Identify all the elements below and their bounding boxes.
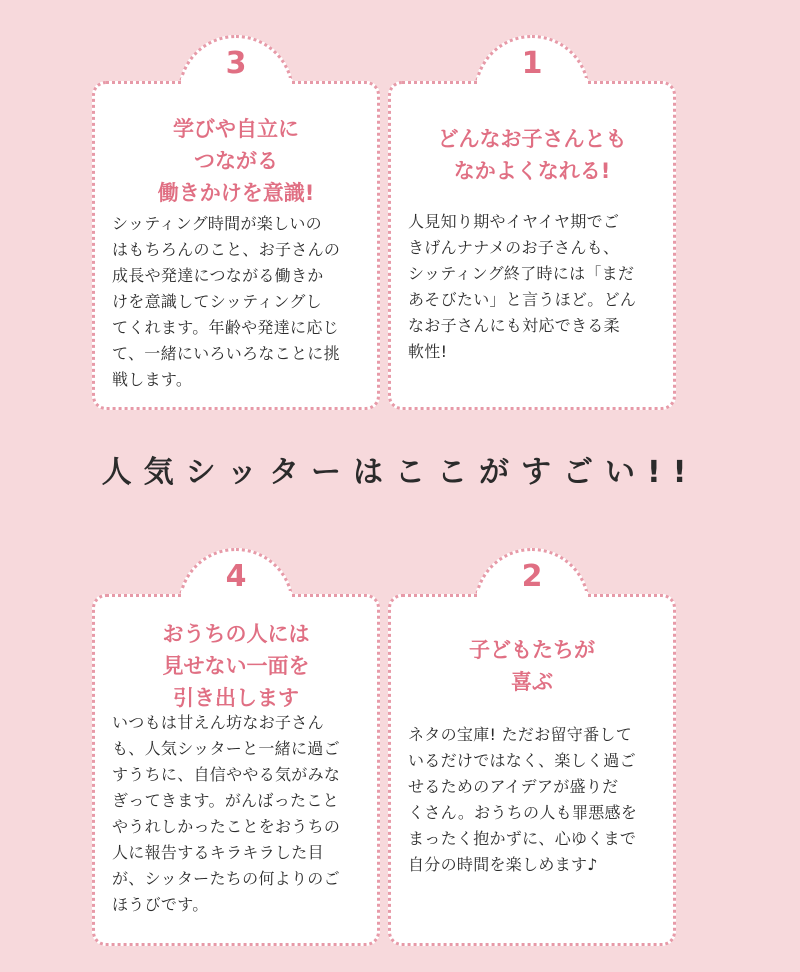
card-heading: おうちの人には 見せない一面を 引き出します (162, 622, 310, 710)
feature-card-4 (92, 548, 380, 946)
card-number: 4 (225, 559, 247, 594)
feature-card-1 (388, 35, 676, 410)
card-number: 2 (521, 559, 543, 594)
card-body-text: ネタの宝庫! ただお留守番して いるだけではなく、楽しく過ご せるためのアイデアが盛りだ くさん。おうちの人も罪悪感を まったく抱かずに、心ゆくまで 自分の時間を楽しめます♪ (408, 725, 638, 874)
card-heading: 子どもたちが 喜ぶ (469, 638, 595, 694)
card-heading: 学びや自立に つながる 働きかけを意識! (157, 117, 315, 205)
feature-card-2 (388, 548, 676, 946)
card-number: 3 (225, 46, 247, 81)
card-body-text: 人見知り期やイヤイヤ期でご きげんナナメのお子さんも、 シッティング終了時には「まだ あそびたい」と言うほど。どん なお子さんにも対応できる柔 軟性! (408, 212, 637, 361)
card-body-text: いつもは甘えん坊なお子さん も、人気シッターと一緒に過ご すうちに、自信ややる気がみな ぎってきます。がんばったこと やうれしかったことをおうちの 人に報告するキラキラした目 が、シッターたちの何よりのご ほうびです。 (112, 713, 341, 914)
card-number: 1 (521, 46, 543, 81)
card-body-text: シッティング時間が楽しいの はもちろんのこと、お子さんの 成長や発達につながる働きか けを意識してシッティングし てくれます。年齢や発達に応じ て、一緒にいろいろなことに挑 戦します。 (112, 214, 341, 389)
page-title: 人気シッターはここがすごい!! (101, 455, 699, 490)
feature-card-3 (92, 35, 380, 410)
card-heading: どんなお子さんとも なかよくなれる! (437, 127, 627, 183)
